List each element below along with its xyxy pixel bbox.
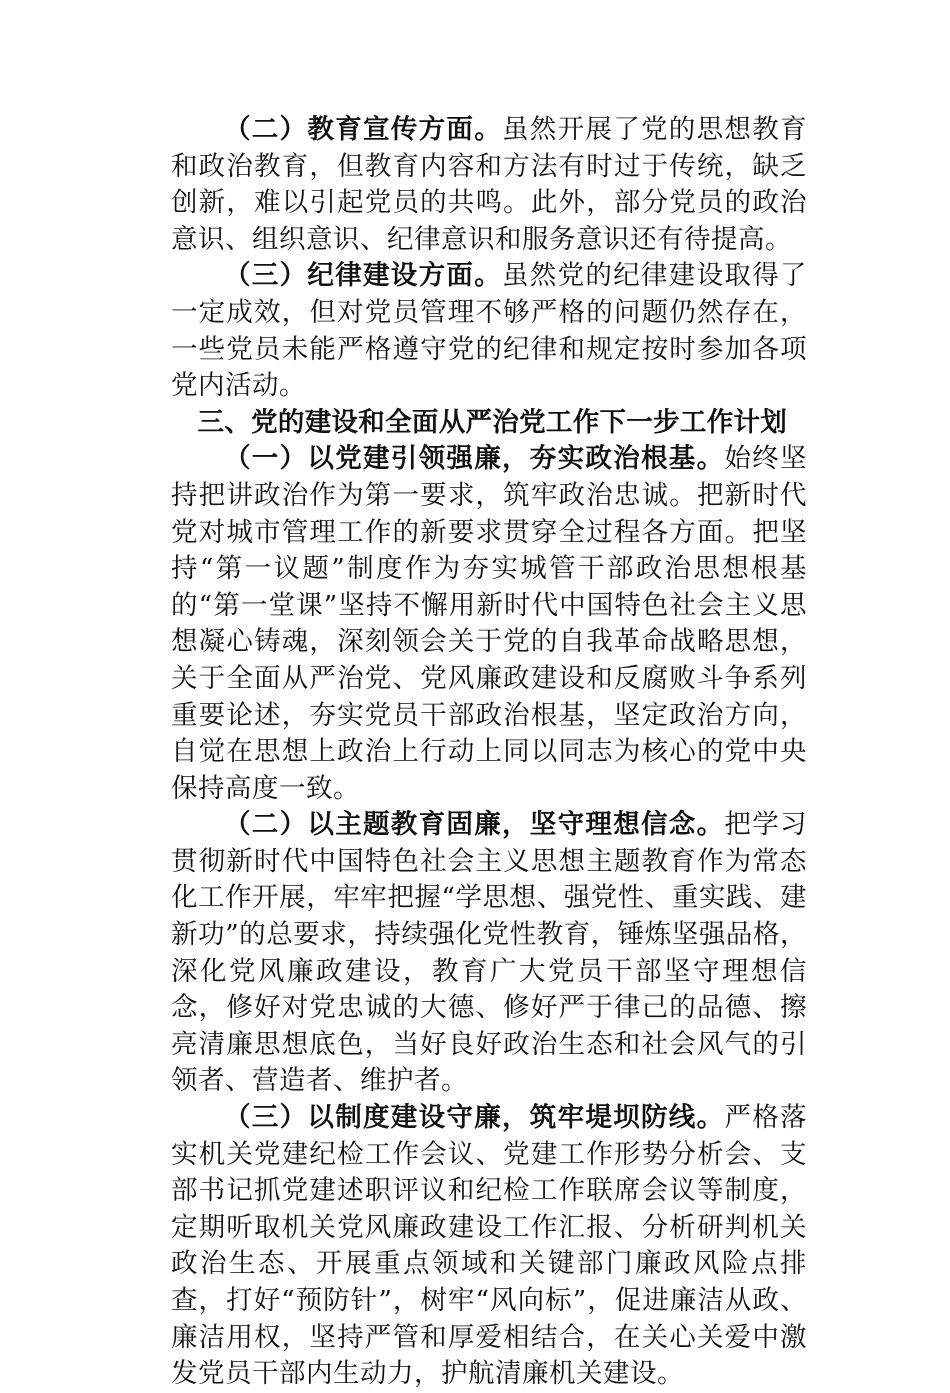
document-page — [171, 112, 807, 1393]
paragraph-discipline-building — [171, 258, 807, 404]
paragraph-lead: （一）以党建引领强廉，夯实政治根基。 — [224, 443, 725, 475]
paragraph-lead: （二）教育宣传方面。 — [224, 114, 502, 145]
paragraph-plan-1 — [171, 441, 807, 807]
paragraph-education-publicity — [171, 112, 807, 258]
paragraph-plan-3 — [171, 1100, 807, 1393]
paragraph-lead: （二）以主题教育固廉，坚守理想信念。 — [224, 809, 725, 841]
paragraph-body: 严格落实机关党建纪检工作会议、党建工作形势分析会、支部书记抓党建述职评议和纪检工作联席会议等制度，定期听取机关党风廉政建设工作汇报、分析研判机关政治生态、开展重点领域和关键部门廉政风险点排查，打好“预防针”，树牢“风向标”，促进廉洁从政、廉洁用权，坚持严管和厚爱相结合，在关心关爱中激发党员干部内生动力，护航清廉机关建设。 — [171, 1102, 808, 1390]
section-heading: 三、党的建设和全面从严治党工作下一步工作计划 — [197, 406, 788, 438]
paragraph-plan-2 — [171, 807, 807, 1100]
paragraph-lead: （三）以制度建设守廉，筑牢堤坝防线。 — [224, 1102, 725, 1134]
paragraph-body: 始终坚持把讲政治作为第一要求，筑牢政治忠诚。把新时代党对城市管理工作的新要求贯穿全过程各方面。把坚持“第一议题”制度作为夯实城管干部政治思想根基的“第一堂课”坚持不懈用新时代中国特色社会主义思想凝心铸魂，深刻领会关于党的自我革命战略思想，关于全面从严治党、党风廉政建设和反腐败斗争系列重要论述，夯实党员干部政治根基，坚定政治方向，自觉在思想上政治上行动上同以同志为核心的党中央保持高度一致。 — [171, 443, 808, 804]
paragraph-lead: （三）纪律建设方面。 — [224, 260, 502, 292]
paragraph-body: 虽然开展了党的思想教育和政治教育，但教育内容和方法有时过于传统，缺乏创新，难以引起党员的共鸣。此外，部分党员的政治意识、组织意识、纪律意识和服务意识还有待提高。 — [171, 114, 807, 255]
paragraph-body: 把学习贯彻新时代中国特色社会主义思想主题教育作为常态化工作开展，牢牢把握“学思想、强党性、重实践、建新功”的总要求，持续强化党性教育，锤炼坚强品格，深化党风廉政建设，教育广大党员干部坚守理想信念，修好对党忠诚的大德、修好严于律己的品德、擦亮清廉思想底色，当好良好政治生态和社会风气的引领者、营造者、维护者。 — [171, 809, 808, 1097]
paragraph-body: 虽然党的纪律建设取得了一定成效，但对党员管理不够严格的问题仍然存在，一些党员未能严格遵守党的纪律和规定按时参加各项党内活动。 — [171, 260, 807, 402]
